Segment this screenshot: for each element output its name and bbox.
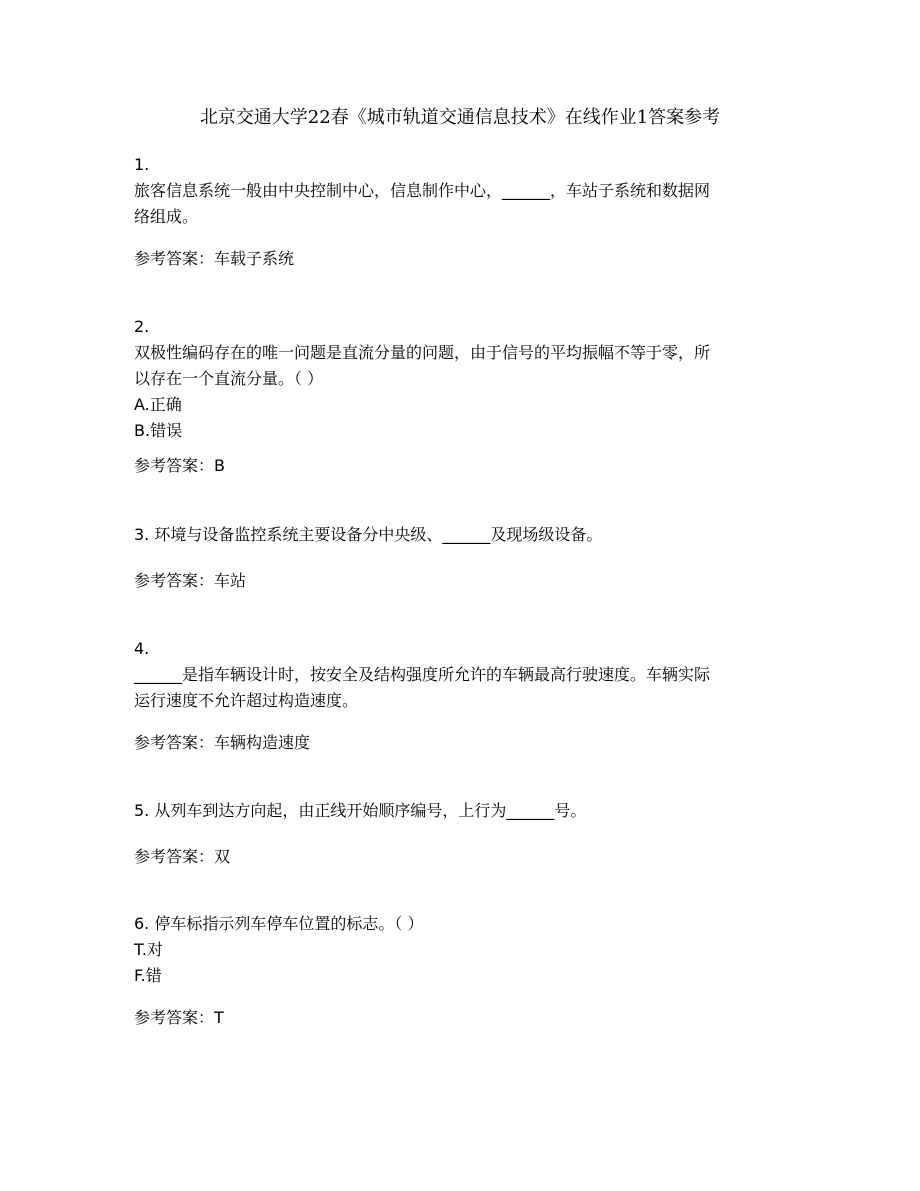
question-text-line: 以存在一个直流分量。（ ） [134,369,324,388]
option-f: F.错 [134,966,162,985]
question-1 [134,152,794,230]
answer-value: 车站 [214,571,247,590]
answer-value: B [214,456,225,475]
question-text-line: 双极性编码存在的唯一问题是直流分量的问题，由于信号的平均振幅不等于零，所 [134,343,711,362]
answer-6 [134,1005,794,1031]
question-number: 1. [134,155,150,174]
answer-2 [134,453,794,479]
answer-5 [134,844,794,870]
option-b: B.错误 [134,421,183,440]
question-2 [134,314,794,444]
question-text-line: 3. 环境与设备监控系统主要设备分中央级、______及现场级设备。 [134,525,603,544]
answer-3 [134,568,794,594]
answer-prefix: 参考答案： [134,456,215,475]
question-text-line: ______是指车辆设计时，按安全及结构强度所允许的车辆最高行驶速度。车辆实际 [134,665,711,684]
document-title: 北京交通大学22春《城市轨道交通信息技术》在线作业1答案参考 [199,107,721,128]
answer-value: 双 [214,847,231,866]
answer-value: 车载子系统 [214,249,295,268]
option-t: T.对 [134,940,163,959]
answer-prefix: 参考答案： [134,571,215,590]
answer-prefix: 参考答案： [134,733,215,752]
question-text-line: 5. 从列车到达方向起，由正线开始顺序编号，上行为______号。 [134,801,587,820]
answer-prefix: 参考答案： [134,1008,215,1027]
question-6 [134,911,794,989]
question-number: 4. [134,639,150,658]
question-text-line: 6. 停车标指示列车停车位置的标志。（ ） [134,914,424,933]
answer-1 [134,246,794,272]
question-5 [134,798,794,824]
question-text-line: 运行速度不允许超过构造速度。 [134,691,359,710]
question-text-line: 旅客信息系统一般由中央控制中心，信息制作中心，______，车站子系统和数据网 [134,181,711,200]
answer-prefix: 参考答案： [134,249,215,268]
answer-4 [134,730,794,756]
question-4 [134,636,794,714]
answer-value: T [214,1008,224,1027]
question-number: 2. [134,317,150,336]
answer-prefix: 参考答案： [134,847,215,866]
question-text-line: 络组成。 [134,207,199,226]
question-3 [134,522,794,548]
answer-value: 车辆构造速度 [214,733,311,752]
option-a: A.正确 [134,395,182,414]
